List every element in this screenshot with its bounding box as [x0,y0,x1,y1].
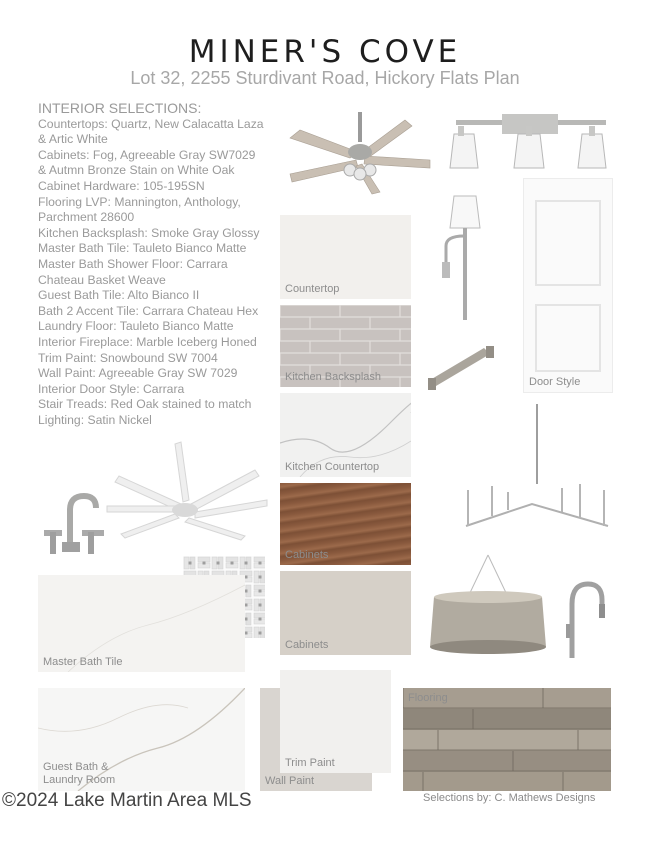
countertop-swatch [280,215,411,299]
page-title: MINER'S COVE [188,34,462,70]
wall-sconce-image [440,196,490,326]
selection-line: Trim Paint: Snowbound SW 7004 [38,350,218,365]
trim-paint-label: Trim Paint [285,757,335,769]
master-bath-tile-swatch [38,575,245,672]
selection-line: & Autmn Bronze Stain on White Oak [38,163,235,178]
large-ceiling-fan-image [105,440,270,540]
selection-line: Master Bath Tile: Tauleto Bianco Matte [38,241,247,256]
pendant-light-image [428,555,548,655]
cabinets-paint-label: Cabinets [285,639,329,651]
kitchen-countertop-swatch [280,393,411,477]
guest-bath-swatch [38,688,245,791]
cabinet-pull-image [426,340,506,392]
selection-line: Cabinet Hardware: 105-195SN [38,178,205,193]
selection-line: Master Bath Shower Floor: Carrara [38,256,228,271]
selection-line: Guest Bath Tile: Alto Bianco II [38,288,200,303]
flooring-label: Flooring [408,692,448,704]
countertop-label: Countertop [285,283,340,295]
selection-line: Chateau Basket Weave [38,272,166,287]
mls-copyright: ©2024 Lake Martin Area MLS [2,790,252,811]
selections-lines [38,117,278,429]
cabinets-wood-label: Cabinets [285,549,329,561]
door-panels [524,179,612,392]
bathroom-faucet-image [40,488,110,558]
ceiling-fan-image [280,112,440,194]
vanity-light-image [452,114,612,174]
selection-line: Parchment 28600 [38,210,135,225]
selection-line: & Artic White [38,132,108,147]
wall-paint-label: Wall Paint [265,775,315,787]
kitchen-faucet-image [560,580,610,660]
selection-line: Cabinets: Fog, Agreeable Gray SW7029 [38,147,256,162]
door-style-swatch [523,178,613,393]
trim-paint-swatch [280,670,391,773]
guest-bath-label: Guest Bath & Laundry Room [43,761,116,786]
designer-credit: Selections by: C. Mathews Designs [423,792,596,804]
kitchen-backsplash-swatch [280,305,411,387]
flooring-swatch [403,688,611,791]
interior-selections-list [38,101,278,428]
cabinets-paint-swatch [280,571,411,655]
selection-line: Wall Paint: Agreeable Gray SW 7029 [38,366,238,381]
selection-line: Kitchen Backsplash: Smoke Gray Glossy [38,225,260,240]
master-bath-tile-label: Master Bath Tile [43,656,123,668]
selections-heading: INTERIOR SELECTIONS: [38,100,202,116]
kitchen-backsplash-label: Kitchen Backsplash [285,371,381,383]
chandelier-image [462,404,612,534]
selection-line: Lighting: Satin Nickel [38,412,152,427]
selection-line: Laundry Floor: Tauleto Bianco Matte [38,319,234,334]
kitchen-countertop-label: Kitchen Countertop [285,461,380,473]
page-subtitle: Lot 32, 2255 Sturdivant Road, Hickory Flats Plan [130,68,520,88]
selection-line: Bath 2 Accent Tile: Carrara Chateau Hex [38,303,259,318]
cabinets-wood-swatch [280,483,411,565]
selection-line: Flooring LVP: Mannington, Anthology, [38,194,241,209]
selection-line: Countertops: Quartz, New Calacatta Laza [38,116,264,131]
door-style-label: Door Style [529,376,581,388]
selection-line: Interior Fireplace: Marble Iceberg Honed [38,334,257,349]
selection-line: Stair Treads: Red Oak stained to match [38,397,252,412]
selection-line: Interior Door Style: Carrara [38,381,185,396]
